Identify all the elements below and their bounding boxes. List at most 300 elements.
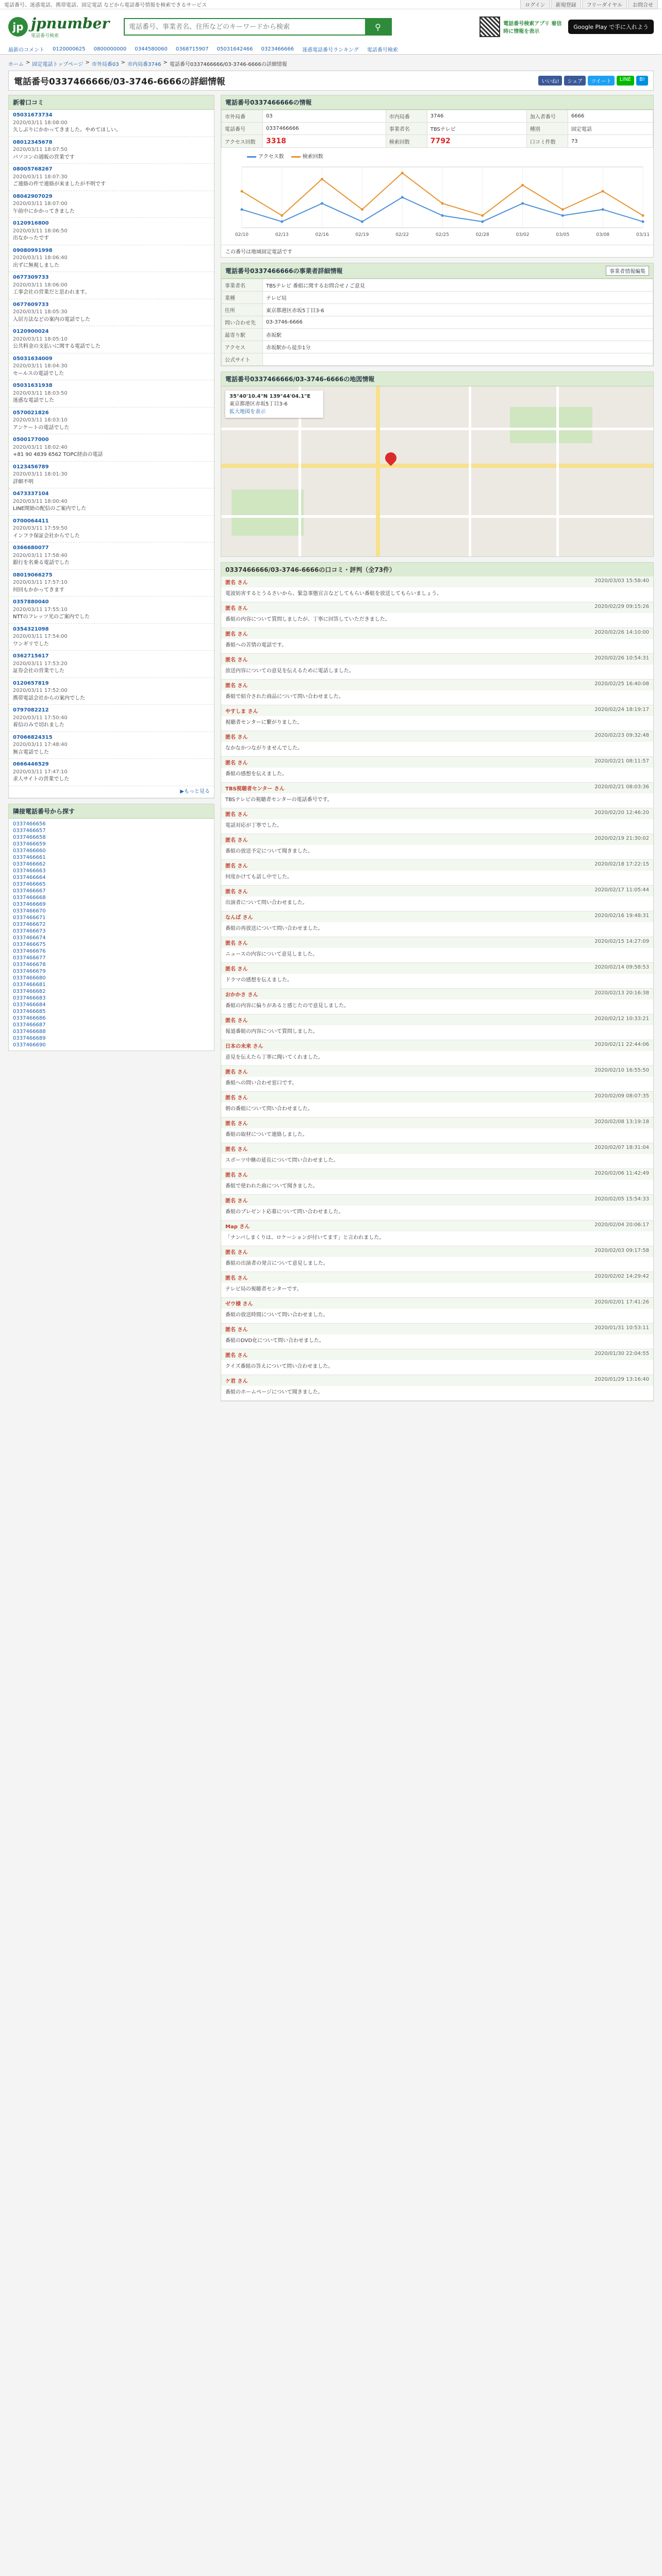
nearby-number-link[interactable]: 0337466672 <box>13 922 46 927</box>
review-author: 匿名 さん <box>225 760 248 766</box>
feed-date: 2020/03/11 17:52:00 <box>13 688 68 693</box>
feed-text: アンケートの電話でした <box>13 425 70 431</box>
chart-x-tick: 02/13 <box>275 232 289 238</box>
info-key: 種別 <box>526 123 568 135</box>
line-button[interactable]: LINE <box>617 76 634 86</box>
review-header <box>221 911 653 922</box>
review-text: 番組への問い合わせ窓口です。 <box>225 1080 297 1086</box>
nearby-number-link[interactable]: 0337466662 <box>13 861 46 867</box>
chart-point <box>481 221 484 223</box>
nearby-number-link[interactable]: 0337466667 <box>13 888 46 894</box>
feed-text: LINE開始の配信のご案内でした <box>13 506 87 512</box>
review-header <box>221 783 653 793</box>
feed-number-link[interactable]: 07066824315 <box>13 734 53 740</box>
chart-point <box>401 172 404 174</box>
feed-date: 2020/03/11 18:04:30 <box>13 363 68 369</box>
nearby-number-link[interactable]: 0337466679 <box>13 969 46 974</box>
feed-item <box>9 759 214 786</box>
review-date: 2020/02/21 08:11:57 <box>594 758 649 764</box>
review-item <box>221 1092 653 1117</box>
quicklink[interactable]: 電話番号検索 <box>367 47 398 53</box>
nearby-number-link[interactable]: 0337466686 <box>13 1015 46 1021</box>
feed-text: インフラ保証会社からでした <box>13 533 80 539</box>
breadcrumb-current: 電話番号0337466666/03-3746-6666の詳細情報 <box>169 62 287 67</box>
review-text: なかなかつながりませんでした。 <box>225 745 303 751</box>
review-header <box>221 860 653 871</box>
review-author: 匿名 さん <box>225 838 248 843</box>
quicklink[interactable]: 0344580060 <box>135 46 168 52</box>
nearby-number-link[interactable]: 0337466689 <box>13 1036 46 1041</box>
feed-date: 2020/03/11 17:59:50 <box>13 526 68 531</box>
business-info-title: 電話番号0337466666の事業者詳細情報 <box>225 267 343 275</box>
legend-series-1: 検索回数 <box>302 154 323 160</box>
register-link[interactable]: 新規登録 <box>551 0 581 9</box>
freedial-link[interactable]: フリーダイヤル <box>582 0 627 9</box>
feed-date: 2020/03/11 18:00:40 <box>13 498 68 504</box>
review-item <box>221 937 653 963</box>
facebook-share-button[interactable]: シェア <box>564 76 586 86</box>
review-item <box>221 731 653 757</box>
feed-number-link[interactable]: 05031673734 <box>13 112 53 118</box>
review-item <box>221 628 653 654</box>
map-coordinates: 35°40'10.4"N 139°44'04.1"E <box>229 394 311 399</box>
access-chart-svg <box>226 162 648 239</box>
feed-number-link[interactable]: 0797082212 <box>13 707 49 713</box>
nearby-number-link[interactable]: 0337466657 <box>13 828 46 834</box>
review-date: 2020/02/10 16:55:50 <box>594 1067 649 1073</box>
quicklink[interactable]: 0368715907 <box>175 46 209 52</box>
review-text: テレビ局の視聴者センターです。 <box>225 1286 302 1292</box>
business-row <box>222 279 653 292</box>
review-date: 2020/02/16 19:48:31 <box>594 913 649 919</box>
nearby-number-link[interactable]: 0337466670 <box>13 908 46 914</box>
review-item <box>221 654 653 680</box>
quick-links <box>0 44 662 55</box>
feed-number-link[interactable]: 0677309733 <box>13 275 49 280</box>
review-item <box>221 989 653 1014</box>
page-title-bar <box>8 71 654 91</box>
review-header <box>221 731 653 742</box>
feed-text: 工事会社の営業だと思われます。 <box>13 290 90 295</box>
review-date: 2020/02/20 12:46:20 <box>594 810 649 816</box>
feed-date: 2020/03/11 17:47:10 <box>13 769 68 775</box>
review-date: 2020/02/12 10:33:21 <box>594 1016 649 1022</box>
legend-series-0: アクセス数 <box>258 154 284 160</box>
review-header <box>221 654 653 665</box>
review-author: ゼウ様 さん <box>225 1301 253 1307</box>
feed-item <box>9 164 214 191</box>
review-header <box>221 577 653 587</box>
feed-date: 2020/03/11 18:07:50 <box>13 147 68 152</box>
review-date: 2020/02/14 09:58:53 <box>594 964 649 970</box>
chart-point <box>642 214 644 217</box>
right-column <box>221 95 654 1406</box>
feed-number-link[interactable]: 08042907029 <box>13 193 53 199</box>
map-address: 東京都港区赤坂5丁目3-6 <box>229 401 288 407</box>
review-text: ドラマの感想を伝えました。 <box>225 977 292 983</box>
review-date: 2020/02/09 08:07:35 <box>594 1093 649 1099</box>
review-header <box>221 808 653 819</box>
review-text: 意見を伝えたら丁寧に聞いてくれました。 <box>225 1055 323 1060</box>
review-header <box>221 757 653 768</box>
nearby-number-link[interactable]: 0337466681 <box>13 982 46 988</box>
business-key: 最寄り駅 <box>222 329 263 341</box>
info-key: 市内局番 <box>386 110 427 123</box>
feed-text: 公共料金の支払いに関する電話でした <box>13 344 101 349</box>
feed-date: 2020/03/11 18:03:50 <box>13 390 68 396</box>
feed-more-link[interactable]: ▶もっと見る <box>180 788 210 794</box>
feed-text: 久しぶりにかかってきました。やめてほしい。 <box>13 127 121 133</box>
number-info-title: 電話番号0337466666の情報 <box>221 95 653 110</box>
review-text: 番組のDVD化について問い合わせました。 <box>225 1338 324 1344</box>
chart-legend <box>226 151 648 162</box>
business-info-table <box>221 279 653 366</box>
feed-date: 2020/03/11 18:05:30 <box>13 309 68 315</box>
breadcrumb-areacode[interactable]: 市外局番03 <box>91 62 119 67</box>
review-text: 朝の番組について問い合わせました。 <box>225 1106 313 1112</box>
page-title: 電話番号0337466666/03-3746-6666の詳細情報 <box>14 77 225 87</box>
review-item <box>221 911 653 937</box>
nearby-number-link[interactable]: 0337466678 <box>13 962 46 968</box>
feed-number-link[interactable]: 0700064411 <box>13 518 49 524</box>
nearby-number-link[interactable]: 0337466661 <box>13 855 46 860</box>
review-item <box>221 1349 653 1375</box>
feed-number-link[interactable]: 08005768267 <box>13 166 53 172</box>
nearby-numbers-title: 隣接電話番号から探す <box>9 804 214 819</box>
hatena-button[interactable]: B! <box>636 76 648 86</box>
business-key: アクセス <box>222 341 263 353</box>
nearby-number-link[interactable]: 0337466685 <box>13 1009 46 1014</box>
feed-date: 2020/03/11 17:53:20 <box>13 660 68 667</box>
review-text: スポーツ中継の延長について問い合わせました。 <box>225 1158 339 1163</box>
nearby-number-link[interactable]: 0337466677 <box>13 955 46 961</box>
quicklink[interactable]: 迷惑電話番号ランキング <box>302 47 359 53</box>
review-text: 番組への苦情の電話です。 <box>225 642 287 648</box>
review-item <box>221 860 653 886</box>
number-info-table <box>221 110 653 148</box>
nearby-number-link[interactable]: 0337466673 <box>13 928 46 934</box>
review-author: TBS視聴者センター さん <box>225 786 285 792</box>
review-date: 2020/02/18 17:22:15 <box>594 861 649 867</box>
review-item <box>221 1298 653 1324</box>
nearby-number-link[interactable]: 0337466688 <box>13 1029 46 1035</box>
search-button[interactable] <box>365 19 391 35</box>
feed-item <box>9 353 214 381</box>
nearby-number-link[interactable]: 0337466683 <box>13 995 46 1001</box>
review-header <box>221 886 653 896</box>
review-item <box>221 1014 653 1040</box>
review-author: 匿名 さん <box>225 1147 248 1153</box>
feed-item <box>9 408 214 435</box>
chart-point <box>241 208 243 211</box>
nearby-number-link[interactable]: 0337466665 <box>13 882 46 887</box>
feed-text: 出ずに無視しました <box>13 262 59 268</box>
nearby-number-link[interactable]: 0337466680 <box>13 975 46 981</box>
feed-text: 銀行を名乗る電話でした <box>13 560 70 566</box>
feed-text: +81 90 4839 6562 TOPC経由の電話 <box>13 452 103 457</box>
review-text: ニュースの内容について意見しました。 <box>225 952 318 957</box>
review-header <box>221 602 653 613</box>
nearby-number-link[interactable]: 0337466684 <box>13 1002 46 1008</box>
feed-date: 2020/03/11 17:50:40 <box>13 715 68 721</box>
review-header <box>221 834 653 845</box>
quicklink[interactable]: 0800000000 <box>93 46 127 52</box>
review-item <box>221 680 653 705</box>
review-item <box>221 1143 653 1169</box>
feed-number-link[interactable]: 0120900024 <box>13 329 49 334</box>
review-header <box>221 1066 653 1077</box>
feed-number-link[interactable]: 0473337104 <box>13 491 49 497</box>
feed-item <box>9 462 214 489</box>
chart-x-tick: 03/08 <box>596 232 610 238</box>
chart-point <box>361 208 363 211</box>
feed-item <box>9 651 214 678</box>
nearby-number-link[interactable]: 0337466669 <box>13 902 46 907</box>
feed-item <box>9 570 214 597</box>
review-item <box>221 1375 653 1401</box>
review-date: 2020/02/06 11:42:49 <box>594 1171 649 1176</box>
business-value <box>263 353 653 366</box>
review-date: 2020/02/13 20:16:38 <box>594 990 649 996</box>
breadcrumb-localcode[interactable]: 市内局番3746 <box>127 62 161 67</box>
map-view[interactable] <box>221 386 653 556</box>
review-item <box>221 783 653 808</box>
map-title: 電話番号0337466666/03-3746-6666の地図情報 <box>221 372 653 386</box>
feed-text: 入居方法などの案内の電話でした <box>13 316 90 323</box>
business-row <box>222 316 653 329</box>
nearby-number-link[interactable]: 0337466675 <box>13 942 46 947</box>
feed-date: 2020/03/11 18:02:40 <box>13 444 68 450</box>
review-date: 2020/02/11 22:44:06 <box>594 1042 649 1047</box>
feed-item <box>9 488 214 516</box>
business-key: 住所 <box>222 304 263 316</box>
review-author: Map さん <box>225 1224 250 1230</box>
breadcrumb-fixed[interactable]: 固定電話トップページ <box>32 62 84 67</box>
review-header <box>221 963 653 974</box>
chart-point <box>441 214 444 217</box>
feed-item <box>9 110 214 137</box>
review-author: 匿名 さん <box>225 1250 248 1256</box>
feed-number-link[interactable]: 0362715617 <box>13 653 49 659</box>
feed-number-link[interactable]: 0666446529 <box>13 761 49 767</box>
quicklink[interactable]: 最新のコメント <box>8 47 44 53</box>
review-text: 番組で使われた曲について聞きました。 <box>225 1183 318 1189</box>
breadcrumb-home[interactable]: ホーム <box>8 62 24 67</box>
feed-date: 2020/03/11 17:57:10 <box>13 580 68 585</box>
nearby-number-link[interactable]: 0337466658 <box>13 835 46 840</box>
info-value: 3746 <box>427 110 526 123</box>
review-item <box>221 757 653 783</box>
site-header <box>0 9 662 44</box>
feed-number-link[interactable]: 0123456789 <box>13 464 49 470</box>
review-item <box>221 834 653 860</box>
review-author: 匿名 さん <box>225 657 248 663</box>
nearby-number-link[interactable]: 0337466687 <box>13 1022 46 1028</box>
review-text: 視聴者センターに繋がりました。 <box>225 720 303 725</box>
review-header <box>221 1324 653 1334</box>
review-date: 2020/02/24 18:19:17 <box>594 707 649 713</box>
nearby-number-link[interactable]: 0337466690 <box>13 1042 46 1048</box>
app-promo <box>479 16 654 37</box>
feed-text: 無言電話でした <box>13 749 49 755</box>
feed-text: 詳細不明 <box>13 479 34 485</box>
nearby-number-link[interactable]: 0337466674 <box>13 935 46 941</box>
nearby-number-link[interactable]: 0337466660 <box>13 848 46 854</box>
info-key: 市外局番 <box>222 110 263 123</box>
info-key: 電話番号 <box>222 123 263 135</box>
chart-point <box>561 208 564 211</box>
nearby-number-link[interactable]: 0337466668 <box>13 895 46 901</box>
search-bar <box>124 18 392 36</box>
feed-text: 証券会社の営業でした <box>13 668 64 674</box>
business-key: 問い合わせ先 <box>222 316 263 329</box>
nearby-number-link[interactable]: 0337466664 <box>13 875 46 880</box>
feed-date: 2020/03/11 18:06:40 <box>13 255 68 261</box>
feed-item <box>9 326 214 353</box>
feed-item <box>9 137 214 164</box>
chart-x-tick: 03/02 <box>516 232 529 238</box>
business-value: TBSテレビ 番組に関するお問合せ / ご意見 <box>263 279 653 292</box>
review-text: 放送内容についての意見を伝えるために電話しました。 <box>225 668 354 674</box>
chart-point <box>321 202 323 205</box>
tweet-button[interactable]: ツイート <box>588 76 615 86</box>
info-row <box>222 123 653 135</box>
review-author: 匿名 さん <box>225 1276 248 1281</box>
feed-item <box>9 678 214 705</box>
chart-x-tick: 02/19 <box>355 232 369 238</box>
feed-number-link[interactable]: 0357880040 <box>13 599 49 605</box>
feed-item <box>9 543 214 570</box>
info-key: アクセス回数 <box>222 135 263 148</box>
quicklink[interactable]: 05031642466 <box>217 46 253 52</box>
logo-text: jpnumber <box>31 15 110 32</box>
site-logo[interactable] <box>8 15 117 39</box>
nearby-number-link[interactable]: 0337466671 <box>13 915 46 921</box>
breadcrumb: ホーム > 固定電話トップページ > 市外局番03 > 市内局番3746 > 電話番号0337466666/03-3746-6666の詳細情報 <box>8 60 287 67</box>
chart-x-tick: 03/11 <box>636 232 650 238</box>
feed-item <box>9 624 214 651</box>
nearby-number-link[interactable]: 0337466659 <box>13 841 46 847</box>
feed-number-link[interactable]: 05031634009 <box>13 355 53 362</box>
feed-number-link[interactable]: 0120657819 <box>13 680 49 686</box>
chart-x-tick: 02/22 <box>395 232 409 238</box>
review-text: 番組で紹介された商品について問い合わせました。 <box>225 694 344 700</box>
chart-point <box>401 196 404 199</box>
info-row <box>222 135 653 148</box>
left-column <box>8 95 214 1406</box>
chart-point <box>481 214 484 217</box>
feed-item <box>9 516 214 543</box>
feed-item <box>9 597 214 624</box>
review-text: 番組の取材について連絡しました。 <box>225 1132 308 1138</box>
edit-business-button[interactable]: 事業者情報編集 <box>606 266 649 276</box>
feed-number-link[interactable]: 0366680077 <box>13 545 49 551</box>
info-value: 73 <box>568 135 653 148</box>
review-text: 電話対応が丁寧でした。 <box>225 823 282 828</box>
facebook-like-button[interactable]: いいね! <box>538 76 562 86</box>
review-author: 匿名 さん <box>225 1198 248 1204</box>
feed-item <box>9 732 214 759</box>
review-author: 匿名 さん <box>225 941 248 946</box>
review-text: 番組の内容について質問しましたが、丁寧に回答していただきました。 <box>225 617 390 622</box>
quicklink[interactable]: 0120000625 <box>53 46 86 52</box>
review-author: 匿名 さん <box>225 683 248 689</box>
review-date: 2020/03/03 15:58:40 <box>594 578 649 584</box>
review-text: 電波妨害するとうるさいから、緊急事態宣言などしてもらい番組を放送してもらいましょう。 <box>225 591 442 597</box>
chart-x-tick: 02/28 <box>475 232 489 238</box>
feed-number-link[interactable]: 0354321098 <box>13 626 49 632</box>
google-play-button[interactable]: Google Play で手に入れよう <box>568 20 654 34</box>
business-row <box>222 341 653 353</box>
quicklink[interactable]: 0323466666 <box>261 46 294 52</box>
review-header <box>221 1375 653 1386</box>
nearby-number-link[interactable]: 0337466676 <box>13 948 46 954</box>
business-key: 事業者名 <box>222 279 263 292</box>
review-item <box>221 1195 653 1221</box>
search-input[interactable] <box>125 19 365 35</box>
business-row <box>222 292 653 304</box>
feed-item <box>9 380 214 408</box>
feed-number-link[interactable]: 0677609733 <box>13 301 49 308</box>
info-value: 固定電話 <box>568 123 653 135</box>
review-author: 匿名 さん <box>225 606 248 612</box>
review-text: 出演者について問い合わせました。 <box>225 900 308 906</box>
review-text: 番組の感想を伝えました。 <box>225 771 287 777</box>
contact-link[interactable]: お問合せ <box>628 0 658 9</box>
feed-number-link[interactable]: 0500177000 <box>13 437 49 443</box>
feed-number-link[interactable]: 09080991998 <box>13 247 53 253</box>
logo-icon: jp <box>8 17 28 37</box>
review-header <box>221 1014 653 1025</box>
feed-text: パソコンの通販の営業です <box>13 154 75 160</box>
feed-number-link[interactable]: 08019066275 <box>13 572 53 578</box>
login-link[interactable]: ログイン <box>520 0 550 9</box>
top-bar <box>0 0 662 9</box>
nearby-number-link[interactable]: 0337466663 <box>13 868 46 874</box>
map-enlarge-link[interactable]: 拡大地図を表示 <box>229 409 266 415</box>
review-item <box>221 1066 653 1092</box>
chart-point <box>321 178 323 180</box>
business-info-box <box>221 263 654 366</box>
review-item <box>221 602 653 628</box>
review-item <box>221 1221 653 1246</box>
feed-number-link[interactable]: 0120916800 <box>13 221 49 226</box>
feed-number-link[interactable]: 0570021826 <box>13 410 49 416</box>
feed-text: 求人サイトの営業でした <box>13 776 70 782</box>
site-tagline: 電話番号、迷惑電話、携帯電話、固定電話 などから電話番号情報を検索できるサービス <box>4 3 207 8</box>
business-key: 公式サイト <box>222 353 263 366</box>
nearby-numbers-box <box>8 804 214 1051</box>
feed-number-link[interactable]: 05031631938 <box>13 383 53 388</box>
review-text: 番組のプレゼント応募について問い合わせました。 <box>225 1209 344 1215</box>
review-author: 匿名 さん <box>225 967 248 972</box>
nearby-number-link[interactable]: 0337466682 <box>13 989 46 994</box>
review-author: 匿名 さん <box>225 580 248 586</box>
business-row <box>222 304 653 316</box>
feed-date: 2020/03/11 18:06:00 <box>13 282 68 288</box>
review-author: 匿名 さん <box>225 1121 248 1127</box>
review-text: 番組の出演者の発言について意見しました。 <box>225 1261 328 1266</box>
review-date: 2020/02/21 08:03:36 <box>594 784 649 790</box>
feed-number-link[interactable]: 08012345678 <box>13 139 53 145</box>
feed-date: 2020/03/11 18:07:00 <box>13 201 68 207</box>
chart-point <box>561 214 564 217</box>
business-row <box>222 329 653 341</box>
business-row <box>222 353 653 366</box>
nearby-number-link[interactable]: 0337466656 <box>13 821 46 827</box>
info-row <box>222 110 653 123</box>
review-date: 2020/02/17 11:05:44 <box>594 887 649 893</box>
